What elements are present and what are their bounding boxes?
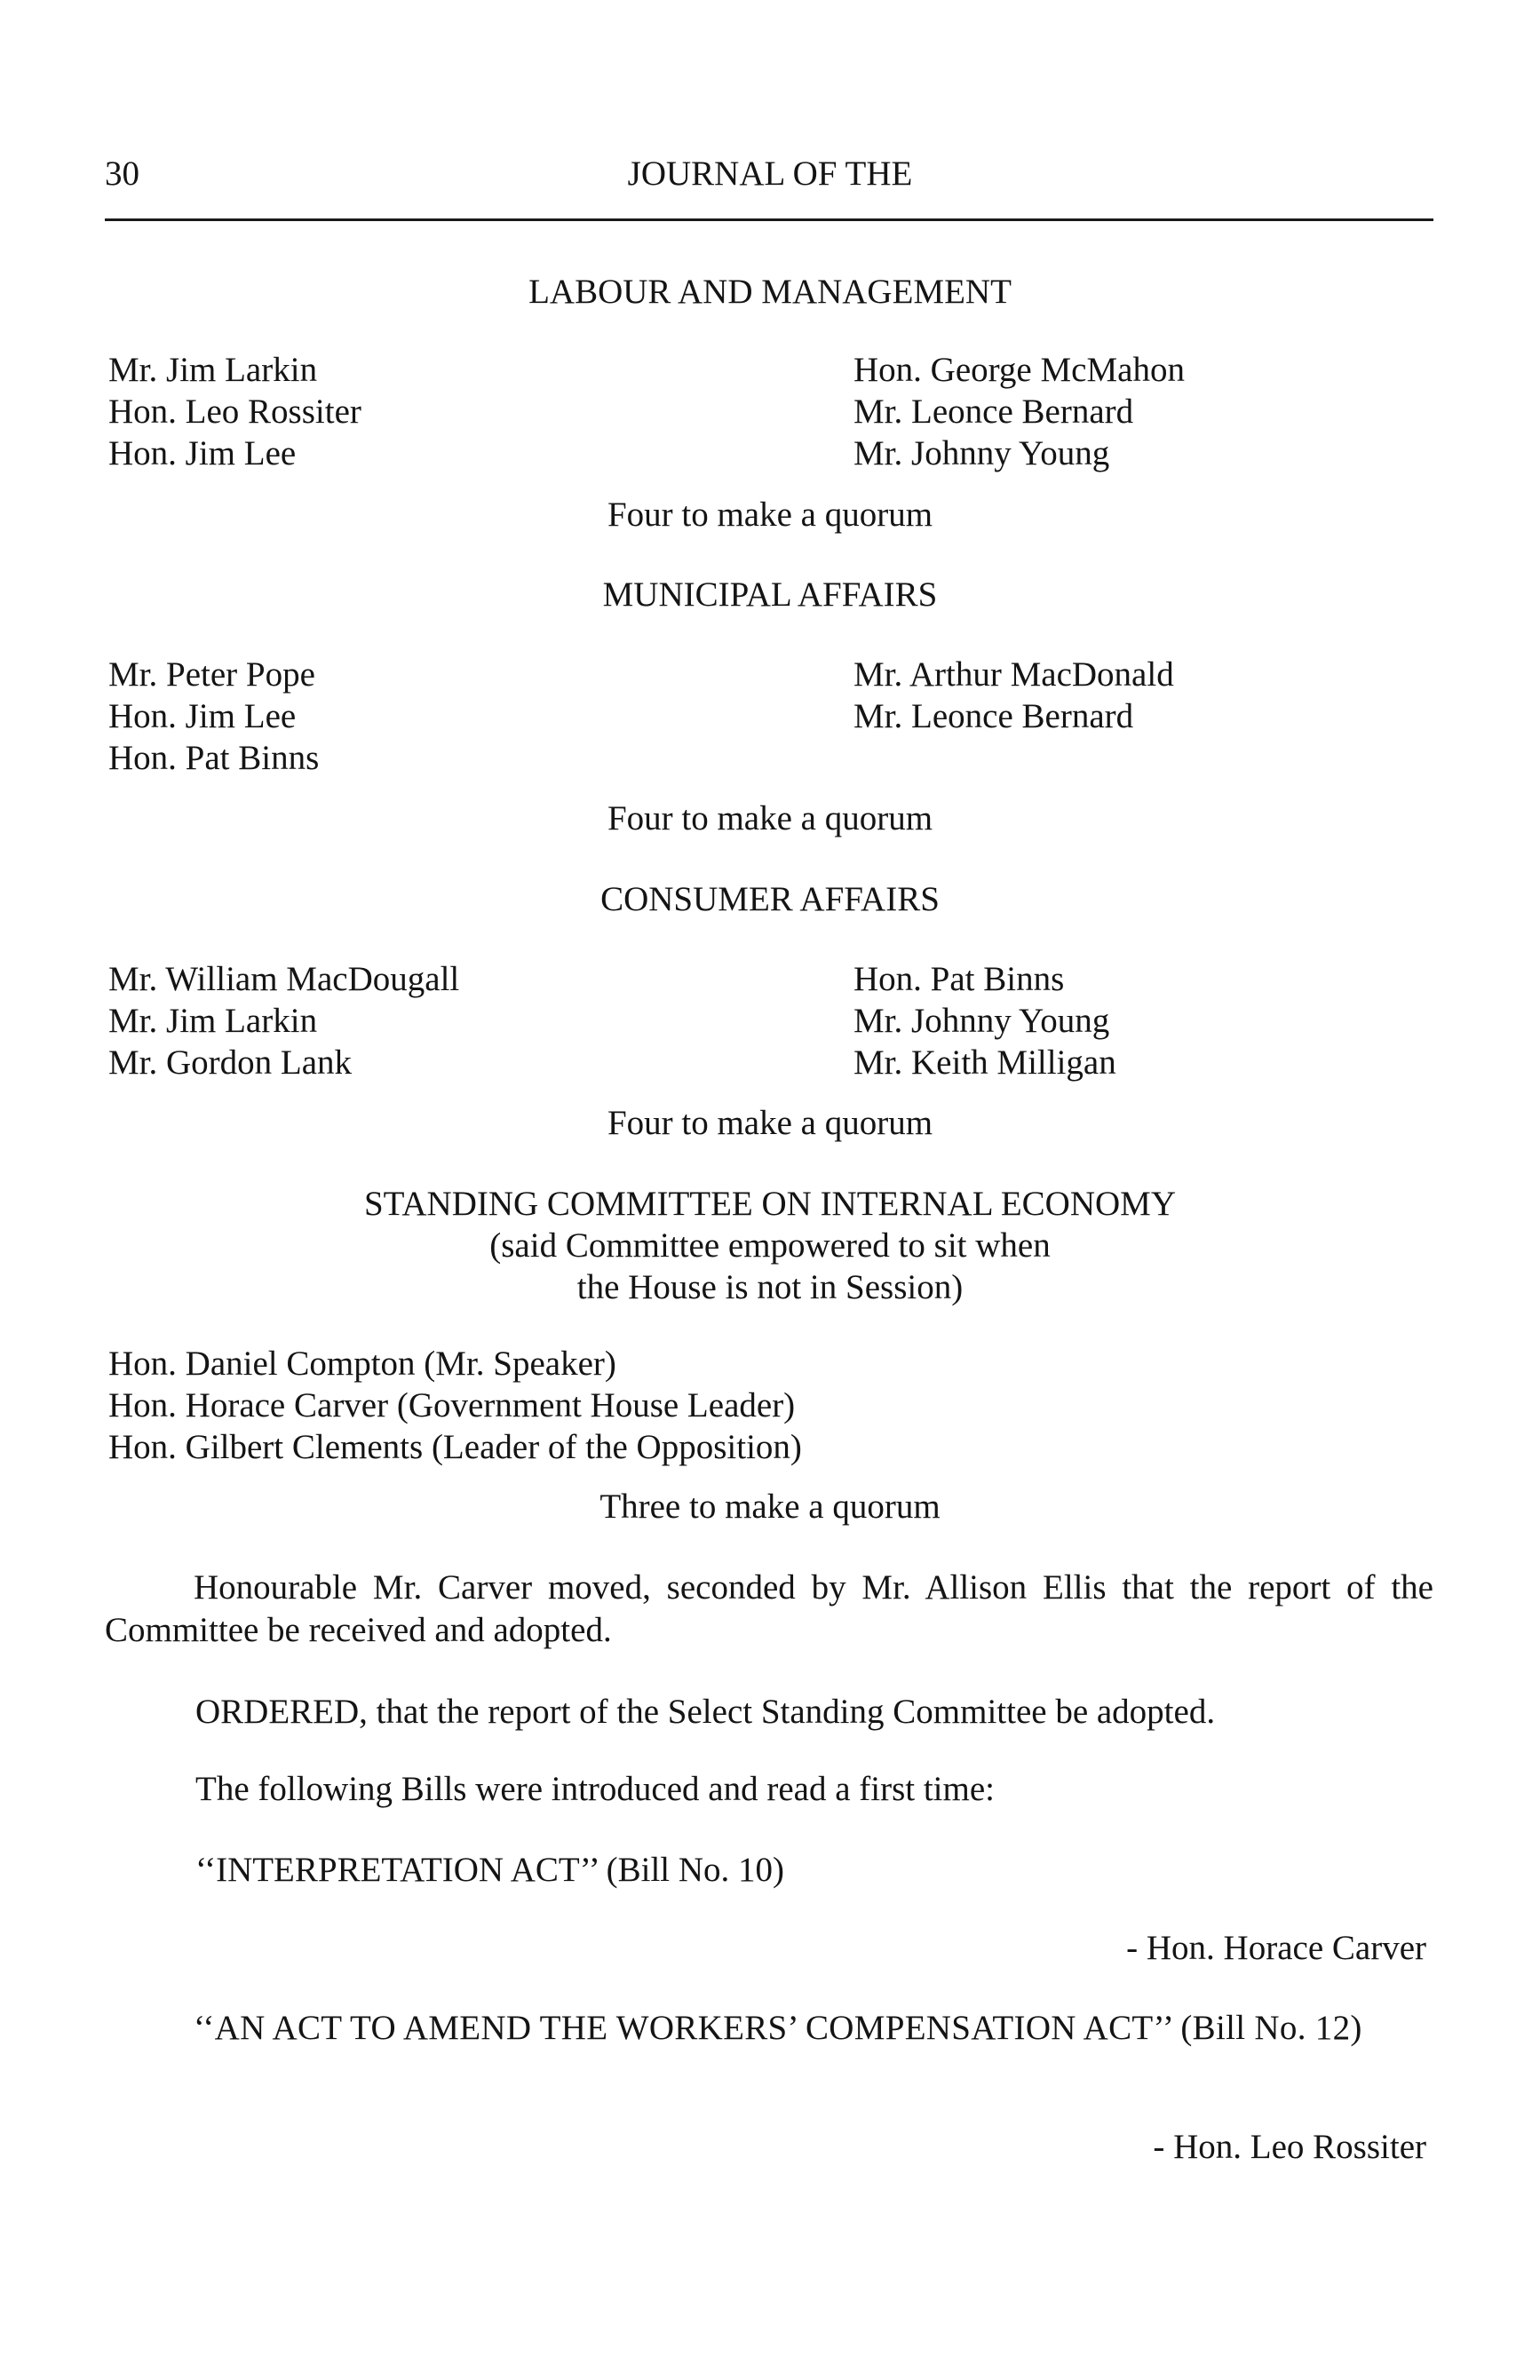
header-rule	[105, 218, 1433, 221]
member-name: Hon. Daniel Compton (Mr. Speaker)	[108, 1345, 616, 1383]
motion-paragraph: Honourable Mr. Carver moved, seconded by Mr. Allison Ellis that the report of the Committee be received and adopted.	[105, 1568, 1433, 1649]
bill-title: ‘‘INTERPRETATION ACT’’ (Bill No. 10)	[195, 1851, 785, 1889]
member-name: Mr. Arthur MacDonald	[853, 655, 1174, 694]
member-name: Hon. Jim Lee	[108, 434, 297, 472]
consumer-members-right	[853, 958, 1116, 1083]
committee-subtitle: the House is not in Session)	[576, 1268, 964, 1306]
committee-title-municipal: MUNICIPAL AFFAIRS	[602, 575, 938, 614]
ordered-statement: ORDERED, that the report of the Select Standing Committee be adopted.	[195, 1693, 1216, 1731]
committee-title-internal-economy: STANDING COMMITTEE ON INTERNAL ECONOMY	[363, 1185, 1177, 1223]
quorum-internal-economy: Three to make a quorum	[599, 1488, 941, 1526]
member-name: Mr. Jim Larkin	[108, 351, 318, 389]
municipal-members-right	[853, 654, 1174, 737]
member-name: Mr. Gordon Lank	[108, 1043, 353, 1082]
bill-sponsor: - Hon. Leo Rossiter	[1153, 2128, 1426, 2166]
running-title: JOURNAL OF THE	[627, 155, 913, 193]
member-name: Mr. Johnny Young	[853, 1002, 1110, 1040]
member-name: Mr. William MacDougall	[108, 960, 460, 998]
labour-members-right	[853, 349, 1185, 474]
quorum-consumer: Four to make a quorum	[607, 1104, 933, 1142]
committee-title-consumer: CONSUMER AFFAIRS	[600, 880, 940, 918]
member-name: Mr. Peter Pope	[108, 655, 315, 694]
member-name: Mr. Leonce Bernard	[853, 393, 1134, 431]
quorum-municipal: Four to make a quorum	[607, 799, 933, 837]
member-name: Hon. Pat Binns	[853, 960, 1065, 998]
committee-title-labour: LABOUR AND MANAGEMENT	[528, 273, 1012, 311]
member-name: Hon. George McMahon	[853, 351, 1185, 389]
member-name: Mr. Keith Milligan	[853, 1043, 1116, 1082]
member-name: Hon. Pat Binns	[108, 739, 320, 777]
bill-title: ‘‘AN ACT TO AMEND THE WORKERS’ COMPENSATION ACT’’ (Bill No. 12)	[194, 2009, 1362, 2047]
internal-economy-members	[108, 1343, 802, 1468]
committee-subtitle: (said Committee empowered to sit when	[489, 1226, 1051, 1265]
bills-intro: The following Bills were introduced and read a first time:	[195, 1770, 995, 1808]
member-name: Hon. Jim Lee	[108, 697, 297, 735]
quorum-labour: Four to make a quorum	[607, 496, 933, 534]
member-name: Hon. Gilbert Clements (Leader of the Opposition)	[108, 1428, 802, 1466]
member-name: Hon. Horace Carver (Government House Leader)	[108, 1386, 796, 1424]
member-name: Hon. Leo Rossiter	[108, 393, 361, 431]
municipal-members-left	[108, 654, 319, 779]
member-name: Mr. Jim Larkin	[108, 1002, 318, 1040]
labour-members-left	[108, 349, 361, 474]
member-name: Mr. Johnny Young	[853, 434, 1110, 472]
consumer-members-left	[108, 958, 459, 1083]
member-name: Mr. Leonce Bernard	[853, 697, 1134, 735]
page-number: 30	[105, 155, 139, 193]
bill-sponsor: - Hon. Horace Carver	[1126, 1929, 1426, 1967]
